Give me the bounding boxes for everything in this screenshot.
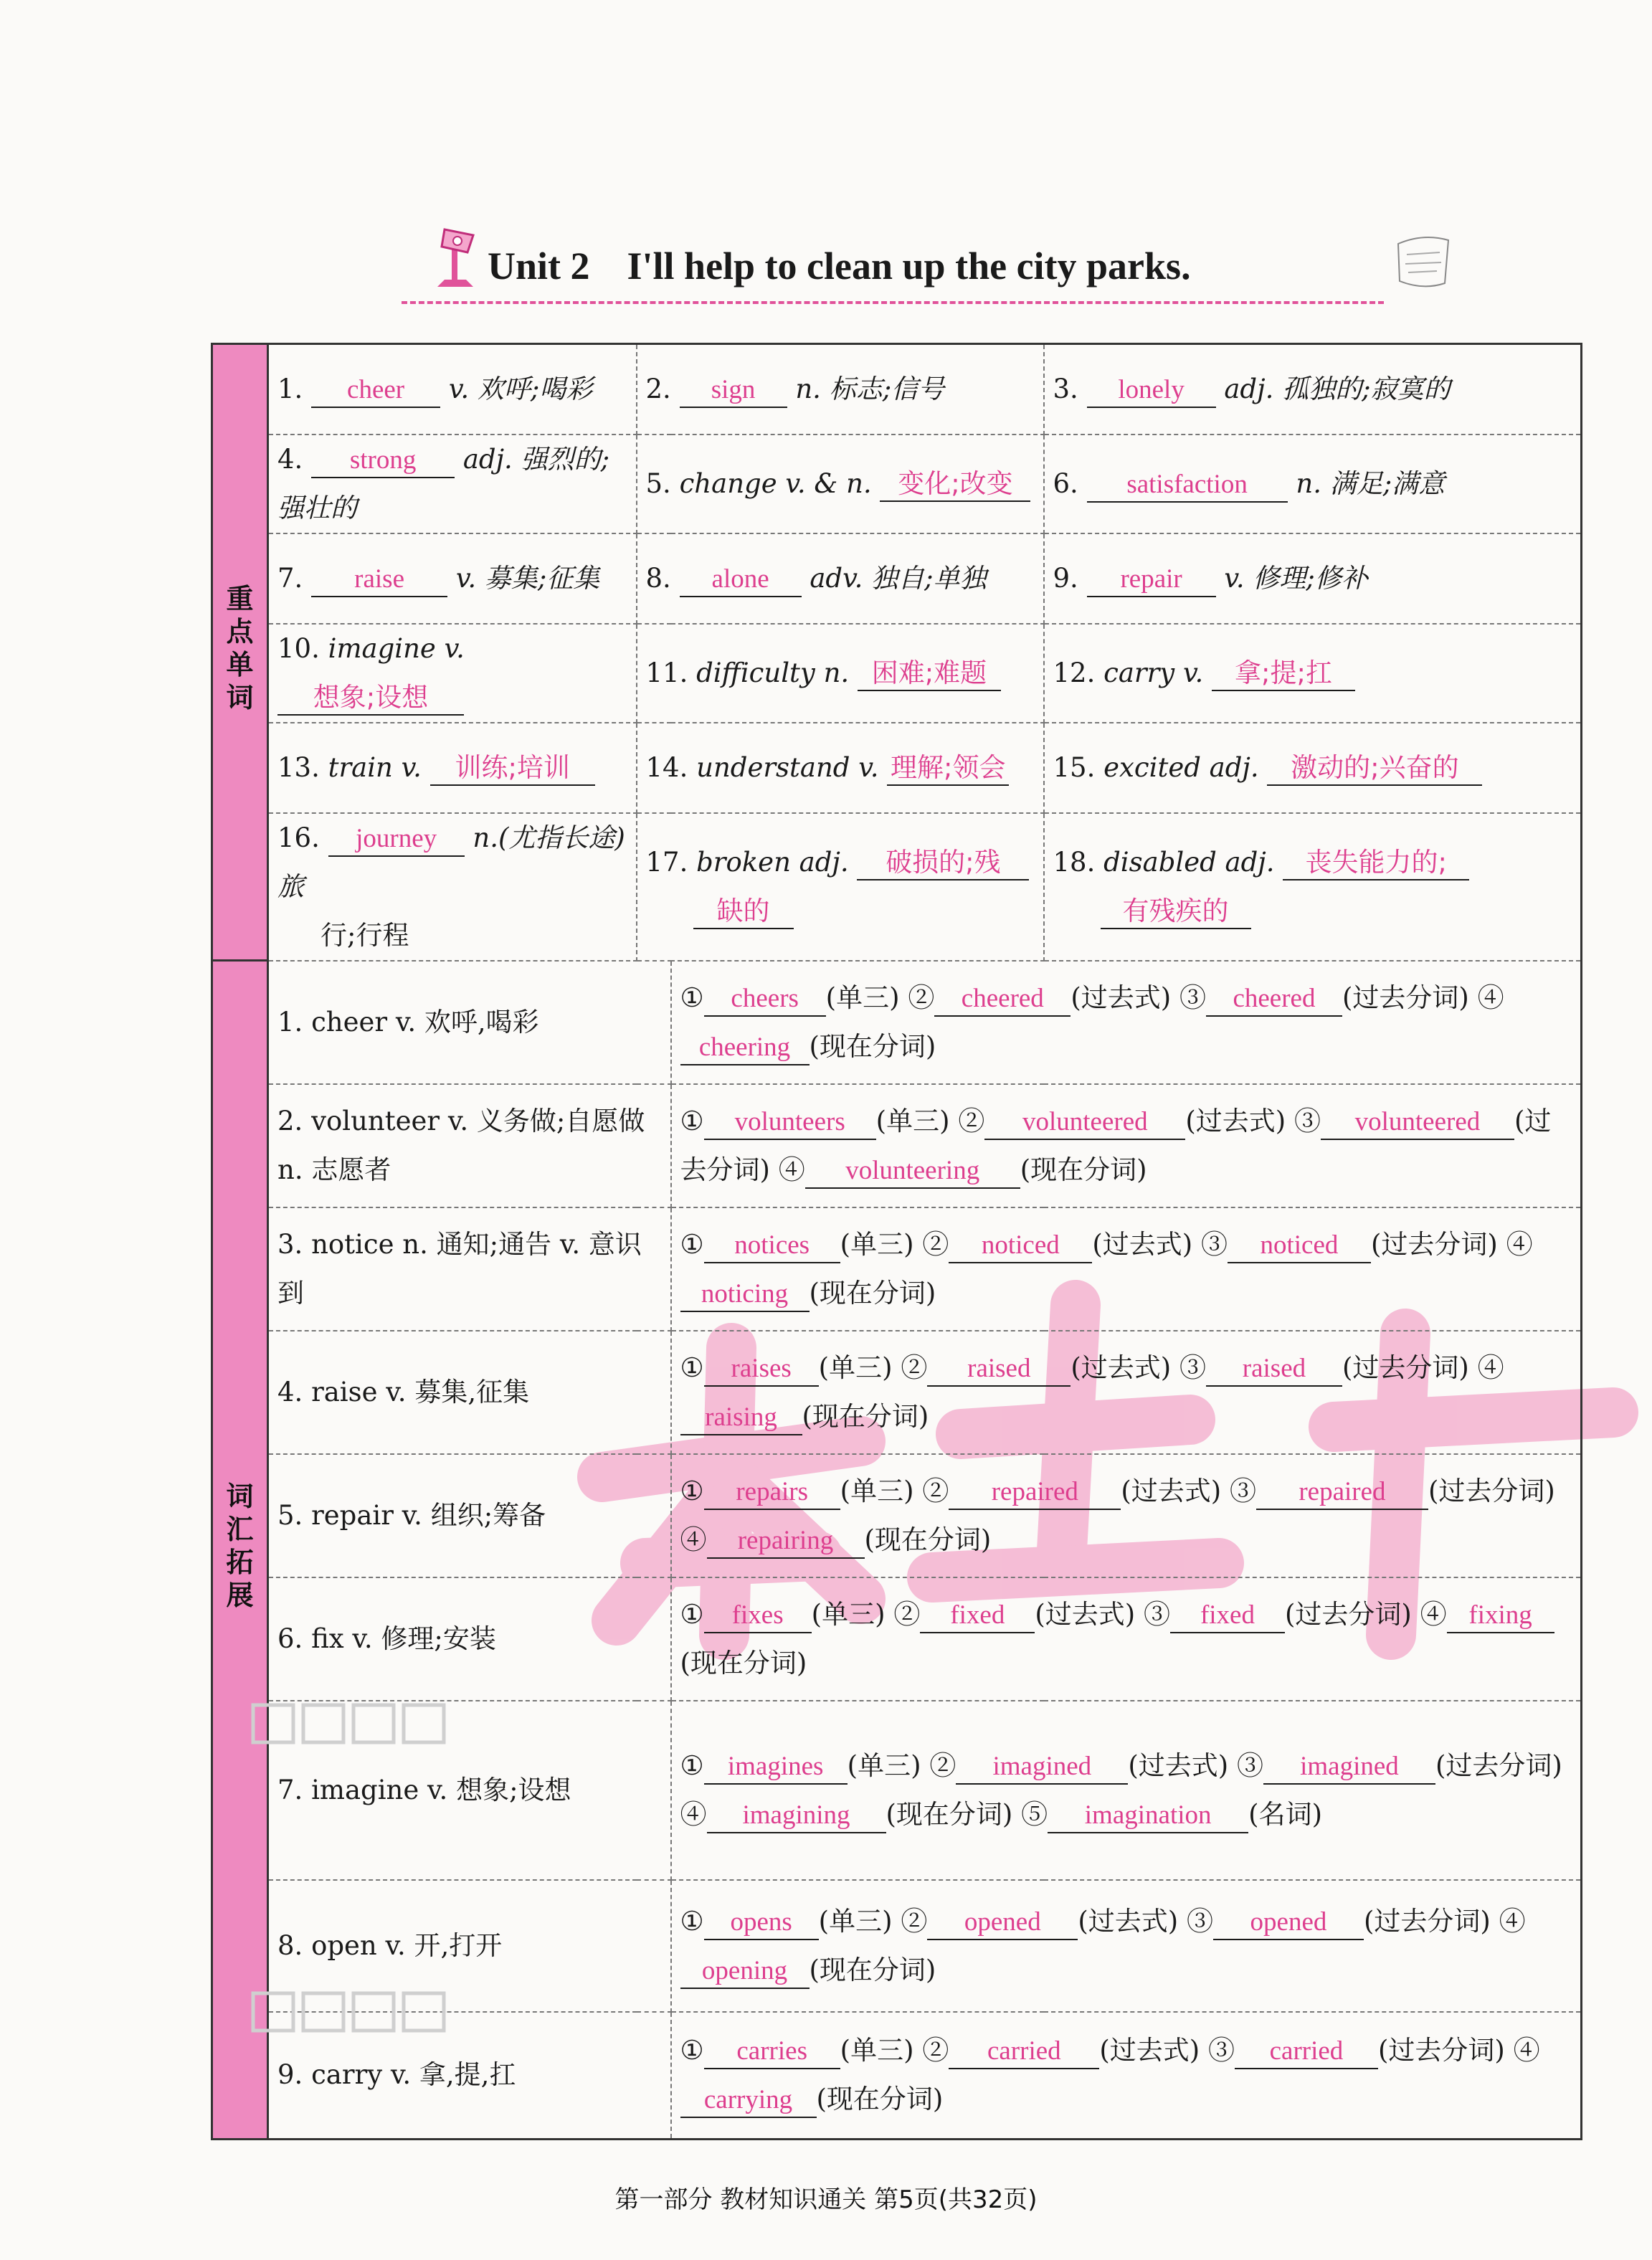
- homework-stamp-icon: [1391, 229, 1456, 294]
- key-word-14: 14. understand v. 理解;领会: [637, 723, 1044, 813]
- form-blank[interactable]: opened: [927, 1906, 1078, 1940]
- key-word-12: 12. carry v. 拿;提;扛: [1044, 624, 1582, 723]
- vocab-table: [211, 343, 1582, 2140]
- vocab-row: [212, 961, 1582, 1084]
- form-blank[interactable]: imagining: [707, 1799, 886, 1833]
- key-words-row: [212, 723, 1582, 813]
- key-word-16: 16. journey n.(尤指长途)旅 行;行程: [268, 813, 637, 961]
- form-blank[interactable]: fixed: [1170, 1599, 1285, 1633]
- vocab-word: 2. volunteer v. 义务做;自愿做 n. 志愿者: [268, 1084, 671, 1207]
- form-blank[interactable]: cheers: [704, 982, 826, 1017]
- answer-blank[interactable]: 想象;设想: [277, 681, 464, 716]
- answer-blank[interactable]: sign: [680, 374, 787, 408]
- answer-blank[interactable]: 变化;改变: [880, 467, 1030, 502]
- answer-blank[interactable]: 训练;培训: [430, 751, 595, 786]
- unit-title: Unit 2 I'll help to clean up the city parks.: [488, 244, 1191, 288]
- vocab-row: [212, 1084, 1582, 1207]
- form-blank[interactable]: volunteering: [805, 1154, 1020, 1189]
- vocab-section-label: 词汇拓展: [212, 961, 268, 2140]
- page-footer: 第一部分 教材知识通关 第5页(共32页): [614, 2185, 1038, 2214]
- answer-blank[interactable]: journey: [328, 822, 465, 857]
- key-word-15: 15. excited adj. 激动的;兴奋的: [1044, 723, 1582, 813]
- vocab-forms: ① opens (单三) ② opened (过去式) ③ opened (过去分词) ④opening (现在分词): [671, 1880, 1582, 2012]
- key-words-section-label: 重点单词: [212, 344, 268, 961]
- vocab-forms: ① carries (单三) ② carried (过去式) ③ carried (过去分词) ④carrying (现在分词): [671, 2012, 1582, 2140]
- answer-blank[interactable]: 缺的: [693, 895, 794, 929]
- answer-blank[interactable]: 丧失能力的;: [1283, 846, 1469, 880]
- vocab-word: 4. raise v. 募集,征集: [268, 1331, 671, 1454]
- vocab-row: [212, 1331, 1582, 1454]
- vocab-word: 6. fix v. 修理;安装: [268, 1577, 671, 1701]
- vocab-word: 5. repair v. 组织;筹备: [268, 1454, 671, 1577]
- form-blank[interactable]: imagined: [956, 1750, 1128, 1785]
- vocab-word: 3. notice n. 通知;通告 v. 意识到: [268, 1207, 671, 1331]
- key-words-row: [212, 624, 1582, 723]
- key-word-18: 18. disabled adj. 丧失能力的; 有残疾的: [1044, 813, 1582, 961]
- form-blank[interactable]: fixed: [920, 1599, 1035, 1633]
- key-words-row: [212, 435, 1582, 533]
- vocab-word: 9. carry v. 拿,提,扛: [268, 2012, 671, 2140]
- vocab-row: [212, 1701, 1582, 1880]
- key-word-1: 1. cheer v. 欢呼;喝彩: [268, 344, 637, 435]
- form-blank[interactable]: cheering: [680, 1031, 810, 1065]
- key-word-17: 17. broken adj. 破损的;残 缺的: [637, 813, 1044, 961]
- vocab-forms: ① repairs (单三) ② repaired (过去式) ③ repaired (过去分词) ④ repairing (现在分词): [671, 1454, 1582, 1577]
- form-blank[interactable]: carries: [704, 2035, 840, 2069]
- vocab-forms: ① imagines (单三) ② imagined (过去式) ③ imagined (过去分词) ④ imagining (现在分词) ⑤ imagination (名词): [671, 1701, 1582, 1880]
- answer-blank[interactable]: raise: [311, 563, 447, 597]
- answer-blank[interactable]: 有残疾的: [1101, 895, 1251, 929]
- form-blank[interactable]: cheered: [934, 982, 1071, 1017]
- form-blank[interactable]: volunteered: [1321, 1106, 1514, 1140]
- vocab-forms: ① raises (单三) ② raised (过去式) ③ raised (过去分词) ④raising (现在分词): [671, 1331, 1582, 1454]
- form-blank[interactable]: noticed: [1228, 1229, 1371, 1263]
- form-blank[interactable]: imagination: [1048, 1799, 1248, 1833]
- form-blank[interactable]: opens: [704, 1906, 819, 1940]
- form-blank[interactable]: raised: [1206, 1352, 1342, 1387]
- form-blank[interactable]: cheered: [1206, 982, 1342, 1017]
- form-blank[interactable]: carried: [949, 2035, 1099, 2069]
- vocab-word: 1. cheer v. 欢呼,喝彩: [268, 961, 671, 1084]
- form-blank[interactable]: raising: [680, 1401, 802, 1435]
- form-blank[interactable]: carrying: [680, 2084, 817, 2118]
- form-blank[interactable]: repaired: [1256, 1476, 1428, 1510]
- key-words-row: [212, 813, 1582, 961]
- form-blank[interactable]: volunteered: [984, 1106, 1185, 1140]
- title-underline: [402, 301, 1384, 304]
- key-words-row: [212, 533, 1582, 624]
- form-blank[interactable]: repairs: [704, 1476, 840, 1510]
- key-word-9: 9. repair v. 修理;修补: [1044, 533, 1582, 624]
- key-words-row: [212, 344, 1582, 435]
- lamp-mascot-icon: [423, 222, 488, 294]
- form-blank[interactable]: repaired: [949, 1476, 1121, 1510]
- vocab-word: 7. imagine v. 想象;设想: [268, 1701, 671, 1880]
- vocab-forms: ① notices (单三) ② noticed (过去式) ③ noticed (过去分词) ④noticing (现在分词): [671, 1207, 1582, 1331]
- form-blank[interactable]: fixing: [1447, 1599, 1554, 1633]
- key-word-6: 6. satisfaction n. 满足;满意: [1044, 435, 1582, 533]
- answer-blank[interactable]: 破损的;残: [857, 846, 1029, 880]
- vocab-forms: ① volunteers (单三) ② volunteered (过去式) ③ volunteered (过去分词) ④ volunteering (现在分词): [671, 1084, 1582, 1207]
- key-word-4: 4. strong adj. 强烈的;强壮的: [268, 435, 637, 533]
- form-blank[interactable]: notices: [704, 1229, 840, 1263]
- key-word-2: 2. sign n. 标志;信号: [637, 344, 1044, 435]
- answer-blank[interactable]: 激动的;兴奋的: [1267, 751, 1482, 786]
- vocab-row: [212, 1577, 1582, 1701]
- form-blank[interactable]: opening: [680, 1955, 810, 1989]
- form-blank[interactable]: imagines: [704, 1750, 848, 1785]
- key-word-3: 3. lonely adj. 孤独的;寂寞的: [1044, 344, 1582, 435]
- vocab-row: [212, 1880, 1582, 2012]
- form-blank[interactable]: repairing: [707, 1524, 865, 1559]
- answer-blank[interactable]: 拿;提;扛: [1212, 657, 1355, 691]
- key-word-8: 8. alone adv. 独自;单独: [637, 533, 1044, 624]
- key-word-7: 7. raise v. 募集;征集: [268, 533, 637, 624]
- vocab-forms: ① fixes (单三) ② fixed (过去式) ③ fixed (过去分词) ④ fixing(现在分词): [671, 1577, 1582, 1701]
- key-word-13: 13. train v. 训练;培训: [268, 723, 637, 813]
- key-word-11: 11. difficulty n. 困难;难题: [637, 624, 1044, 723]
- form-blank[interactable]: imagined: [1263, 1750, 1435, 1785]
- answer-blank[interactable]: 困难;难题: [858, 657, 1001, 691]
- answer-blank[interactable]: alone: [680, 563, 802, 597]
- vocab-row: [212, 2012, 1582, 2140]
- vocab-row: [212, 1207, 1582, 1331]
- vocab-forms: ① cheers (单三) ② cheered (过去式) ③ cheered (过去分词) ④cheering (现在分词): [671, 961, 1582, 1084]
- answer-blank[interactable]: cheer: [311, 374, 440, 408]
- form-blank[interactable]: fixes: [704, 1599, 812, 1633]
- unit-title-banner: [387, 208, 1420, 308]
- form-blank[interactable]: opened: [1213, 1906, 1364, 1940]
- key-word-5: 5. change v. & n. 变化;改变: [637, 435, 1044, 533]
- form-blank[interactable]: raised: [927, 1352, 1071, 1387]
- answer-blank[interactable]: strong: [311, 444, 455, 478]
- answer-blank[interactable]: satisfaction: [1087, 468, 1288, 503]
- form-blank[interactable]: volunteers: [704, 1106, 876, 1140]
- form-blank[interactable]: raises: [704, 1352, 819, 1387]
- form-blank[interactable]: noticing: [680, 1278, 810, 1312]
- answer-blank[interactable]: lonely: [1087, 374, 1216, 408]
- key-word-10: 10. imagine v. 想象;设想: [268, 624, 637, 723]
- vocab-word: 8. open v. 开,打开: [268, 1880, 671, 2012]
- form-blank[interactable]: noticed: [949, 1229, 1092, 1263]
- form-blank[interactable]: carried: [1235, 2035, 1378, 2069]
- vocab-row: [212, 1454, 1582, 1577]
- answer-blank[interactable]: 理解;领会: [887, 751, 1009, 786]
- answer-blank[interactable]: repair: [1087, 563, 1216, 597]
